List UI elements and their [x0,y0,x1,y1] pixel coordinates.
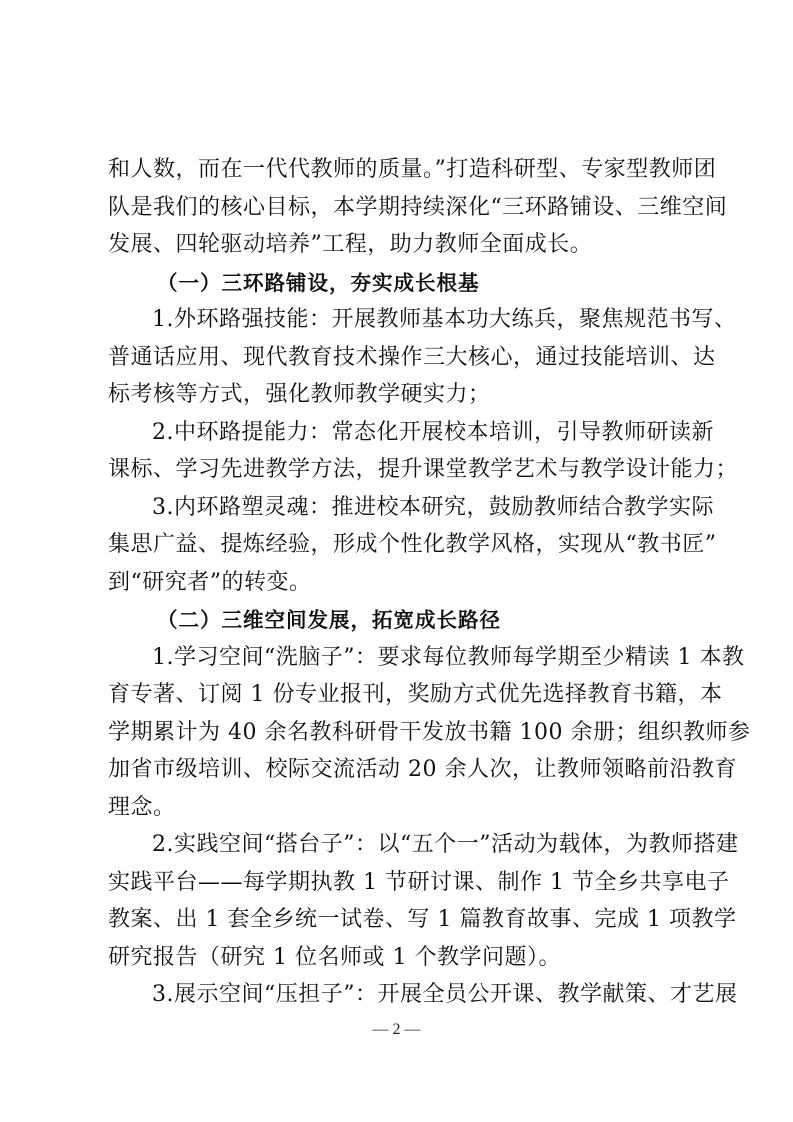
paragraph-line: 普通话应用、现代教育技术操作三大核心，通过技能培训、达 [108,344,716,370]
paragraph-line: 教案、出 1 套全乡统一试卷、写 1 篇教育故事、完成 1 项教学 [108,907,737,932]
paragraph-line: 集思广益、提炼经验，形成个性化教学风格，实现从“教书匠” [108,532,717,557]
paragraph-line: 发展、四轮驱动培养”工程，助力教师全面成长。 [108,232,593,257]
paragraph-line: 标考核等方式，强化教师教学硬实力； [108,382,491,407]
paragraph-line: 理念。 [108,794,176,820]
section-heading-2: （二）三维空间发展，拓宽成长路径 [157,608,501,632]
paragraph-line: 到“研究者”的转变。 [108,569,312,595]
paragraph-line: 2.实践空间“搭台子”：以“五个一”活动为载体，为教师搭建 [152,832,739,857]
paragraph-line: 3.展示空间“压担子”：开展全员公开课、教学献策、才艺展 [152,982,738,1007]
paragraph-line: 1.外环路强技能：开展教师基本功大练兵，聚焦规范书写、 [152,307,737,332]
paragraph-line: 1.学习空间“洗脑子”：要求每位教师每学期至少精读 1 本教 [152,644,745,670]
paragraph-line: 育专著、订阅 1 份专业报刊，奖励方式优先选择教育书籍，本 [108,682,723,707]
page-number: — 2 — [372,1020,421,1038]
paragraph-line: 和人数，而在一代代教师的质量。”打造科研型、专家型教师团 [108,157,717,182]
paragraph-line: 加省市级培训、校际交流活动 20 余人次，让教师领略前沿教育 [108,757,737,782]
paragraph-line: 2.中环路提能力：常态化开展校本培训，引导教师研读新 [152,419,714,445]
paragraph-line: 课标、学习先进教学方法，提升课堂教学艺术与教学设计能力； [108,457,739,482]
paragraph-line: 队是我们的核心目标，本学期持续深化“三环路铺设、三维空间 [108,194,728,220]
paragraph-line: 3.内环路塑灵魂：推进校本研究，鼓励教师结合教学实际 [152,494,714,520]
section-heading-1: （一）三环路铺设，夯实成长根基 [157,270,480,295]
paragraph-line: 实践平台——每学期执教 1 节研讨课、制作 1 节全乡共享电子 [108,869,730,895]
paragraph-line: 学期累计为 40 余名教科研骨干发放书籍 100 余册；组织教师参 [108,719,751,745]
paragraph-line: 研究报告（研究 1 位名师或 1 个教学问题）。 [108,944,561,970]
